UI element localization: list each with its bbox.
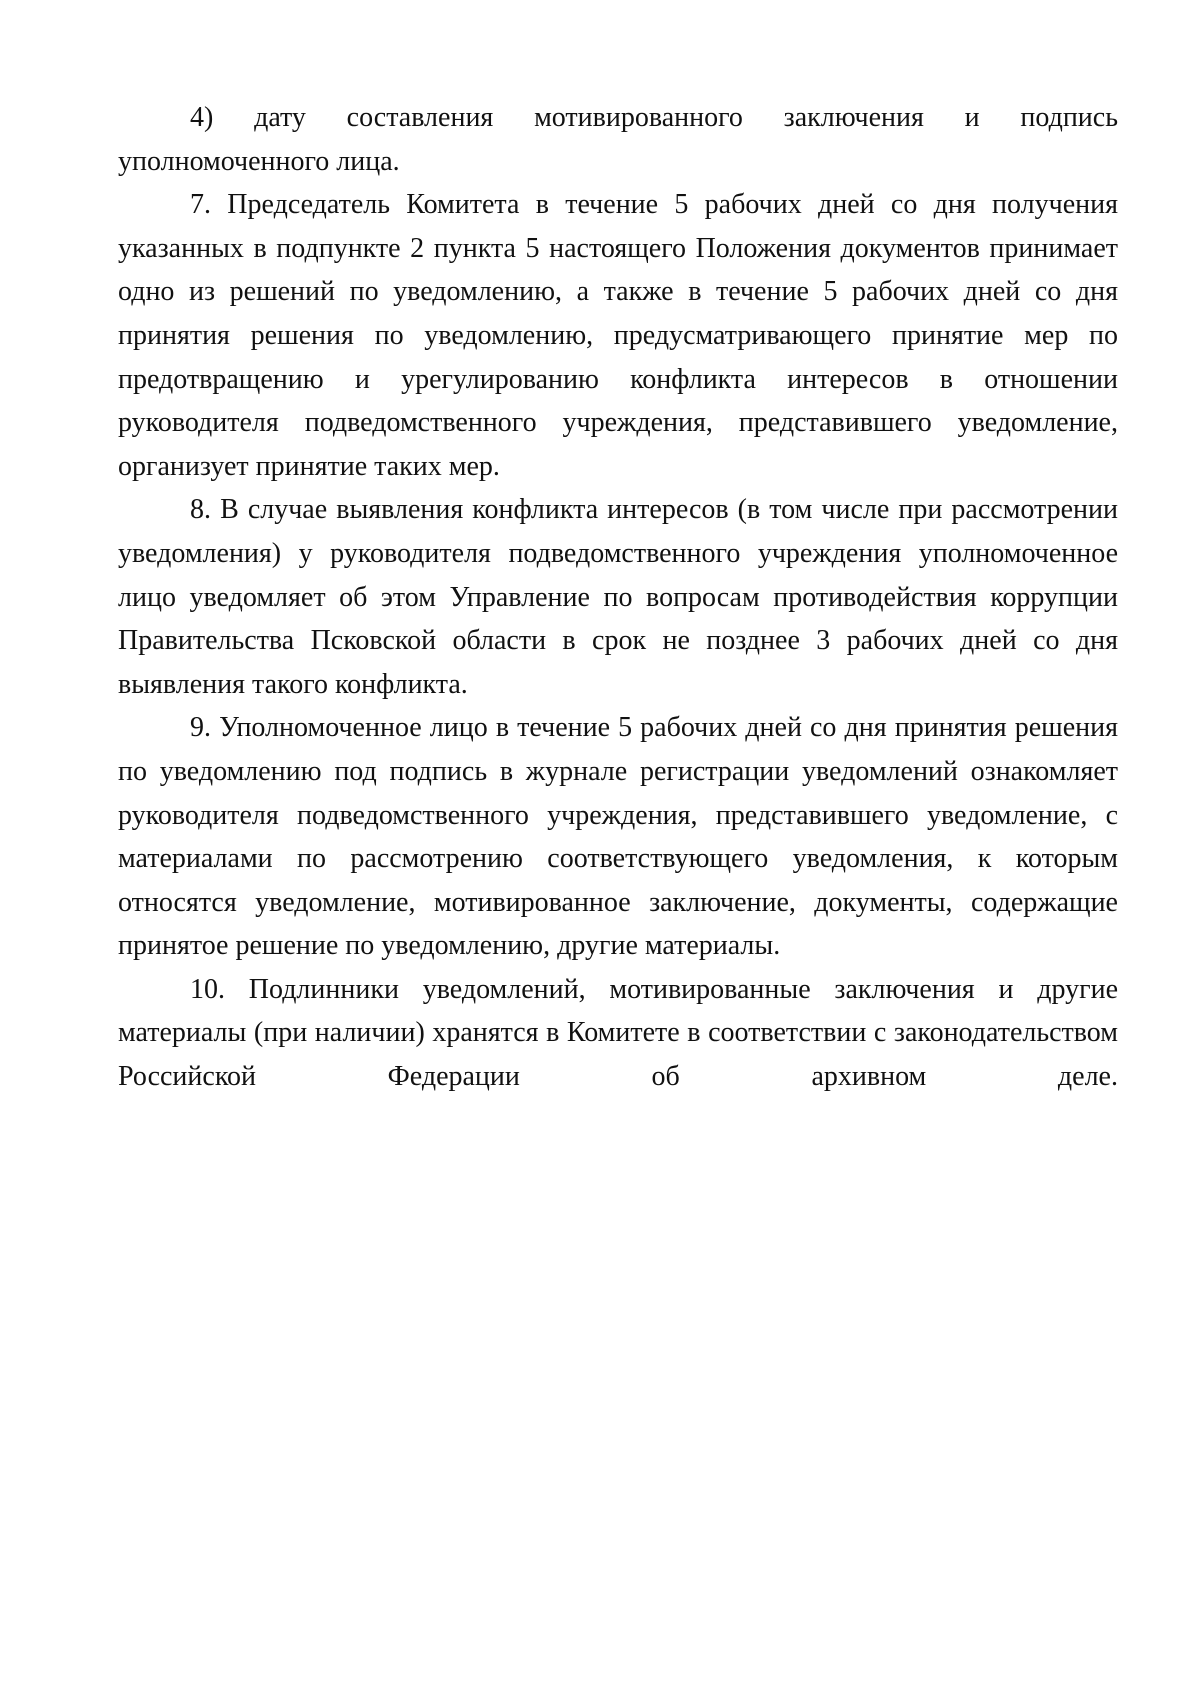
- paragraph-10-storage-of-originals: 10. Подлинники уведомлений, мотивированные заключения и другие материалы (при наличии) хранятся в Комитете в соответствии с законодательством Российской Федерации об архивном деле.: [118, 973, 1118, 1093]
- paragraph-7-committee-chairman-decision: 7. Председатель Комитета в течение 5 рабочих дней со дня получения указанных в подпункте 2 пункта 5 настоящего Положения документов принимает одно из решений по уведомлению, а также в течение 5 рабочих дней со дня принятия решения по уведомлению, предусматривающего принятие мер по предотвращению и урегулированию конфликта интересов в отношении руководителя подведомственного учреждения, представившего уведомление, организует принятие таких мер.: [118, 189, 1118, 482]
- paragraph-item-4-conclusion-date: 4) дату составления мотивированного заключения и подпись уполномоченного лица.: [118, 102, 1118, 177]
- document-body: [118, 96, 1118, 1099]
- paragraph-8-conflict-of-interest-notification: 8. В случае выявления конфликта интересов (в том числе при рассмотрении уведомления) у руководителя подведомственного учреждения уполномоченное лицо уведомляет об этом Управление по вопросам противодействия коррупции Правительства Псковской области в срок не позднее 3 рабочих дней со дня выявления такого конфликта.: [118, 494, 1118, 700]
- paragraph-9-familiarization-with-materials: 9. Уполномоченное лицо в течение 5 рабочих дней со дня принятия решения по уведомлению под подпись в журнале регистрации уведомлений ознакомляет руководителя подведомственного учреждения, представившего уведомление, с материалами по рассмотрению соответствующего уведомления, к которым относятся уведомление, мотивированное заключение, документы, содержащие принятое решение по уведомлению, другие материалы.: [118, 712, 1118, 962]
